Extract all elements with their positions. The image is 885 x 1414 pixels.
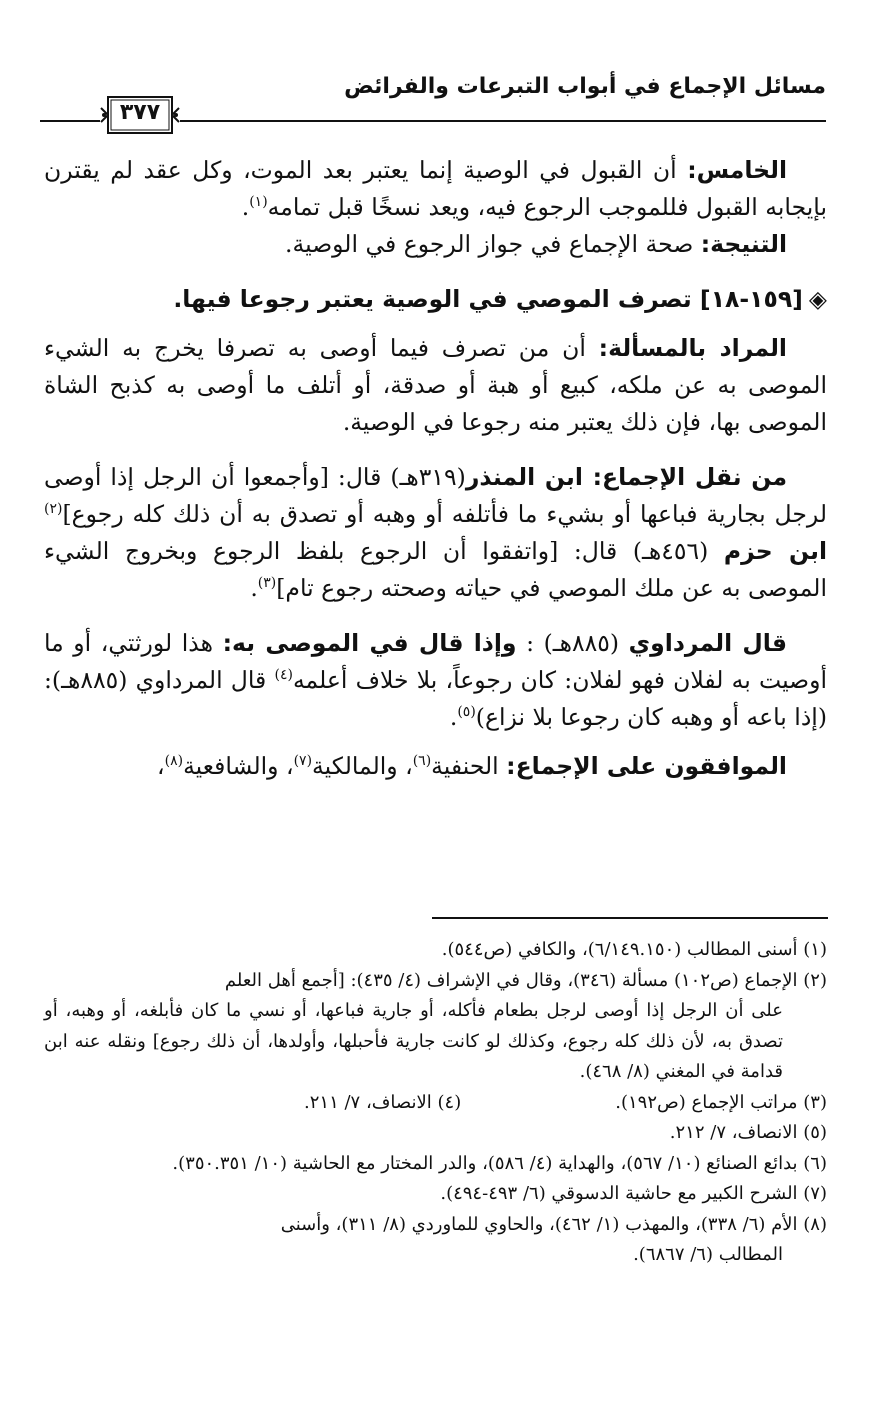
- issue-heading: [44, 281, 827, 318]
- text: .: [241, 193, 250, 221]
- text: ، والمالكية: [312, 752, 413, 780]
- text: قال المرداوي (٨٨٥هـ): (إذا باعه أو وهبه كان رجوعا بلا نزاع): [44, 666, 827, 731]
- paragraph-agreeing: [44, 748, 827, 785]
- paragraph-consensus-transmitters: [44, 459, 827, 607]
- heading-text: [١٥٩-١٨] تصرف الموصي في الوصية يعتبر رجوعا فيها.: [173, 285, 803, 313]
- footnote-8-continuation: المطالب (٦/ ٦٨٦٧).: [633, 1244, 783, 1265]
- footnote-separator: [432, 917, 828, 919]
- text: .: [449, 703, 458, 731]
- footnotes: [44, 935, 827, 1271]
- running-title: مسائل الإجماع في أبواب التبرعات والفرائض: [344, 74, 826, 99]
- footnote-8: (٨) الأم (٦/ ٣٣٨)، والمهذب (١/ ٤٦٢)، والحاوي للماوردي (٨/ ٣١١)، وأسنى: [280, 1213, 827, 1235]
- header-rule: [180, 120, 826, 122]
- text: أن القبول في الوصية إنما يعتبر بعد الموت، وكل عقد لم يقترن بإيجابه القبول فللموجب الرجوع فيه، ويعد نسخًا قبل تمامه: [44, 156, 827, 221]
- main-text: [44, 152, 827, 785]
- term-transmitters: من نقل الإجماع:: [592, 463, 787, 491]
- footnote-ref: (٧): [293, 753, 313, 770]
- text: (٨٨٥هـ) :: [516, 629, 629, 657]
- page-header: [40, 70, 826, 132]
- footnote-ref: (١): [249, 194, 268, 211]
- term-result: التنيجة:: [700, 230, 787, 258]
- footnote-ref: (٥): [457, 704, 476, 721]
- footnote-5: (٥) الانصاف، ٧/ ٢١٢.: [669, 1122, 827, 1143]
- footnote-ref: (٢): [44, 501, 63, 518]
- footnote-6: (٦) بدائع الصنائع (١٠/ ٥٦٧)، والهداية (٤/ ٥٨٦)، والدر المختار مع الحاشية (١٠/ ٣٥٠.٣٥١).: [172, 1152, 827, 1174]
- paragraph-fifth: [44, 152, 827, 226]
- text: ،: [157, 752, 165, 780]
- footnote-ref: (٤): [274, 667, 293, 684]
- text: هذا لورثتي، أو ما أوصيت به لفلان فهو لفلان: كان رجوعاً، بلا خلاف أعلمه: [44, 629, 827, 694]
- text: ، والشافعية: [183, 752, 294, 780]
- footnote-3-4-row: [44, 1088, 827, 1119]
- footnote-ref: (٣): [257, 575, 277, 592]
- header-rule-left: [40, 120, 100, 122]
- scholar-name: ابن المنذر: [465, 463, 593, 491]
- paragraph-result: [44, 226, 827, 263]
- text: (٤٥٦هـ) قال: [واتفقوا أن الرجوع بلفظ الرجوع وبخروج الشيء الموصى به عن ملك الموصي في حياته وصحته رجوع تام]: [44, 537, 827, 602]
- paragraph-meaning: [44, 330, 827, 441]
- text: صحة الإجماع في جواز الرجوع في الوصية.: [285, 230, 701, 258]
- page-number: ٣٧٧: [119, 100, 161, 125]
- diamond-icon: ◈: [808, 285, 827, 313]
- page-number-badge: [100, 94, 180, 136]
- text: أن من تصرف فيما أوصى به تصرفا يخرج به الشيء الموصى به عن ملكه، كبيع أو هبة أو صدقة، أو أتلف ما أوصى به كذبح الشاة الموصى بها، فإن ذلك يعتبر منه رجوعا في الوصية.: [44, 334, 827, 436]
- footnote-4: (٤) الانصاف، ٧/ ٢١١.: [304, 1091, 462, 1113]
- footnote-2: (٢) الإجماع (ص١٠٢) مسألة (٣٤٦)، وقال في الإشراف (٤/ ٤٣٥): [أجمع أهل العلم: [224, 969, 827, 991]
- scholar-name: قال المرداوي: [628, 629, 788, 657]
- text: الحنفية: [431, 752, 507, 780]
- paragraph-mardawi: [44, 625, 827, 736]
- footnote-3: (٣) مراتب الإجماع (ص١٩٢).: [615, 1091, 827, 1113]
- text: .: [250, 574, 258, 602]
- term-agreeing: الموافقون على الإجماع:: [506, 752, 787, 780]
- text: (٣١٩هـ) قال: [وأجمعوا أن الرجل إذا أوصى لرجل بجارية فباعها أو بشيء ما فأتلفه أو وهبه أو تصدق به أن ذلك كله رجوع]: [44, 463, 827, 528]
- footnote-7: (٧) الشرح الكبير مع حاشية الدسوقي (٦/ ٤٩٣-٤٩٤).: [440, 1183, 827, 1204]
- scholar-name: ابن حزم: [723, 537, 827, 565]
- term-quote: وإذا قال في الموصى به:: [222, 629, 517, 657]
- footnote-2-continuation: على أن الرجل إذا أوصى لرجل بطعام فأكله، أو جارية فباعها، أو نسي ما كان فأبلغه، أو وهبه، أو تصدق به، لأن ذلك كله رجوع، وكذلك لو كانت جارية فأحبلها، وأولدها، أن ذلك رجوع] ونقله عنه ابن قدامة في المغني (٨/ ٤٦٨).: [44, 1000, 783, 1082]
- term-meaning: المراد بالمسألة:: [598, 334, 787, 362]
- term-fifth: الخامس:: [687, 156, 787, 184]
- footnote-ref: (٦): [412, 753, 432, 770]
- footnote-1: (١) أسنى المطالب (٦/١٤٩.١٥٠)، والكافي (ص٥٤٤).: [441, 939, 827, 960]
- footnote-ref: (٨): [164, 753, 184, 770]
